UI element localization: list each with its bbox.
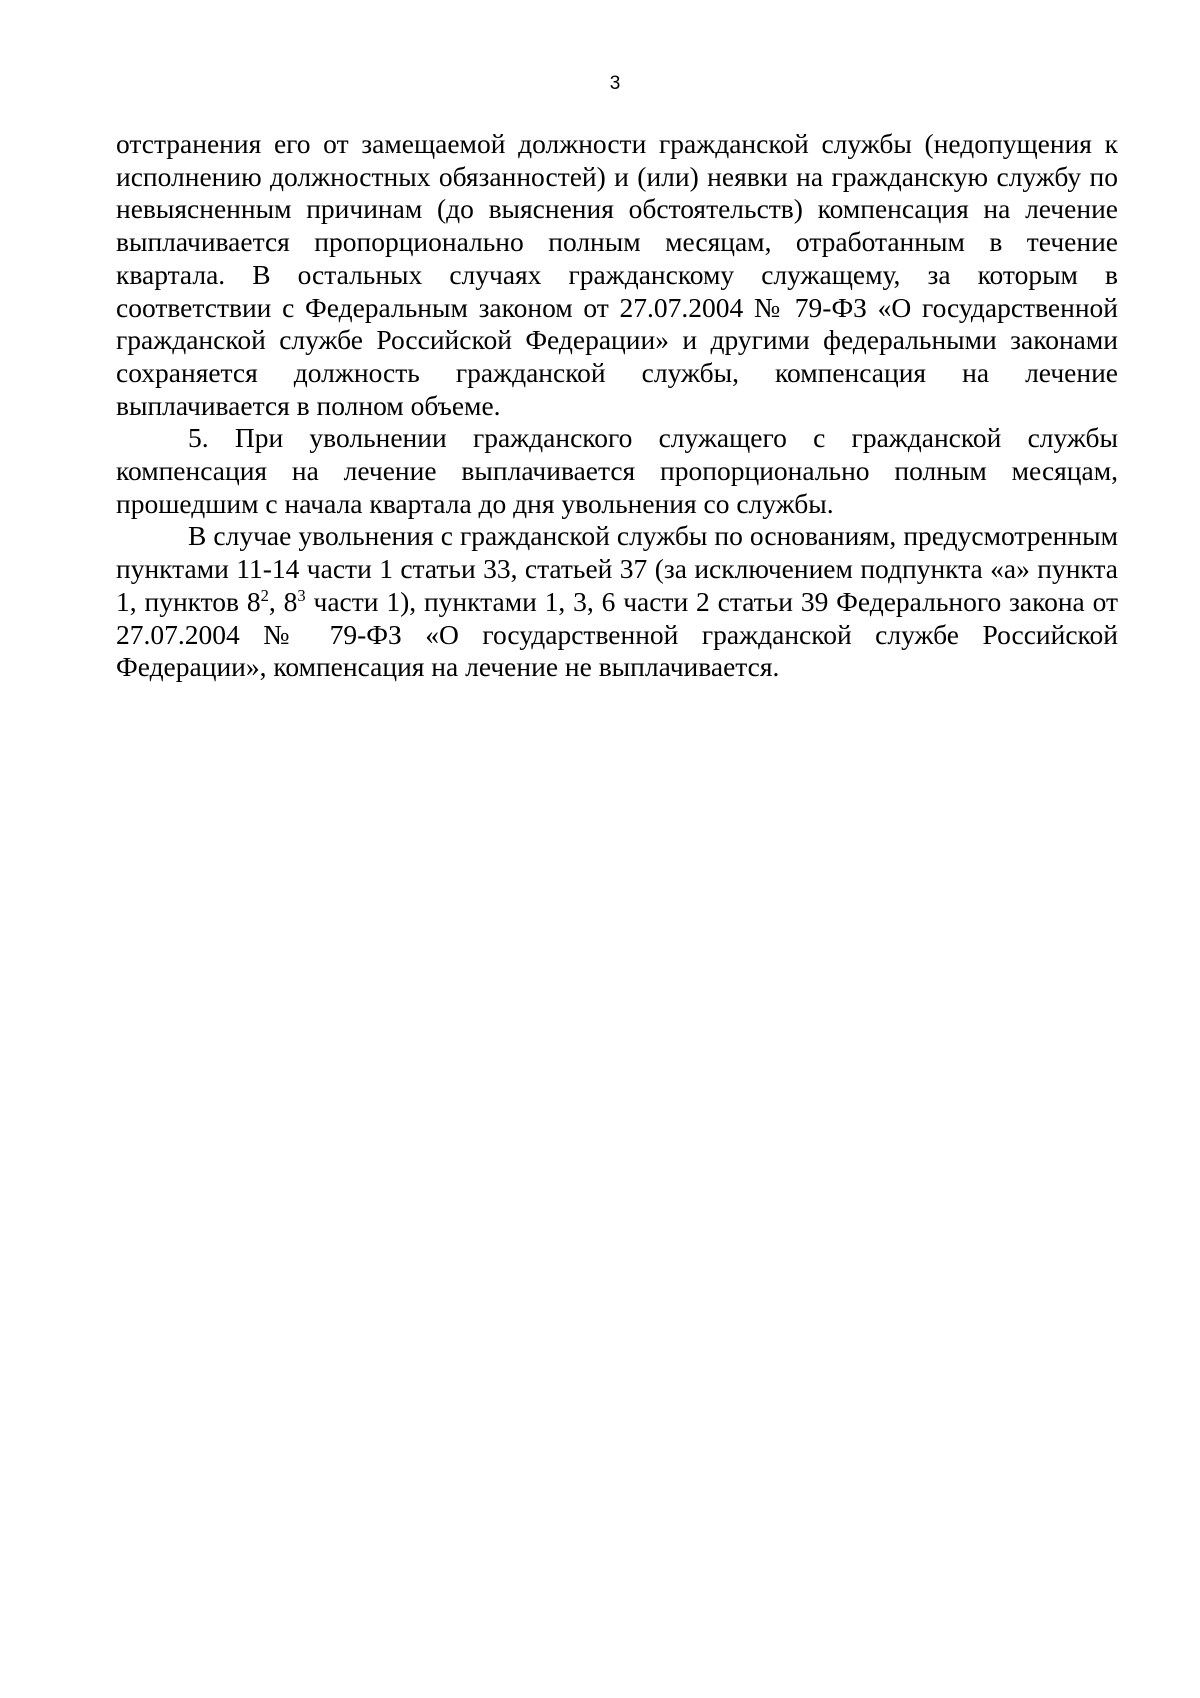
superscript-2: 2 bbox=[260, 585, 269, 605]
document-body bbox=[116, 128, 1118, 684]
superscript-3: 3 bbox=[297, 585, 306, 605]
paragraph-text-part: В случае увольнения с гражданской службы по основаниям, предусмотренным пунктами 11-14 части 1 статьи 33, статьей 37 (за исключением подпункта «а» пункта 1, пунктов 8 bbox=[116, 520, 1118, 617]
page-number: 3 bbox=[609, 73, 621, 94]
paragraph-dismissal-exceptions bbox=[116, 520, 1118, 684]
paragraph-continuation: отстранения его от замещаемой должности гражданской службы (недопущения к исполнению должностных обязанностей) и (или) неявки на гражданскую службу по невыясненным причинам (до выяснения обстоятельств) компенсация на лечение выплачивается пропорционально полным месяцам, отработанным в течение квартала. В остальных случаях гражданскому служащему, за которым в соответствии с Федеральным законом от 27.07.2004 № 79-ФЗ «О государственной гражданской службе Российской Федерации» и другими федеральными законами сохраняется должность гражданской службы, компенсация на лечение выплачивается в полном объеме. bbox=[116, 128, 1118, 421]
paragraph-text-part: части 1), пунктами 1, 3, 6 части 2 статьи 39 Федерального закона от 27.07.2004 № 79-ФЗ «О государственной гражданской службе Российской Федерации», компенсация на лечение не выплачивается. bbox=[116, 585, 1119, 683]
paragraph-item-5: 5. При увольнении гражданского служащего с гражданской службы компенсация на лечение выплачивается пропорционально полным месяцам, прошедшим с начала квартала до дня увольнения со службы. bbox=[116, 422, 1118, 519]
paragraph-text-part: , 8 bbox=[268, 585, 298, 617]
